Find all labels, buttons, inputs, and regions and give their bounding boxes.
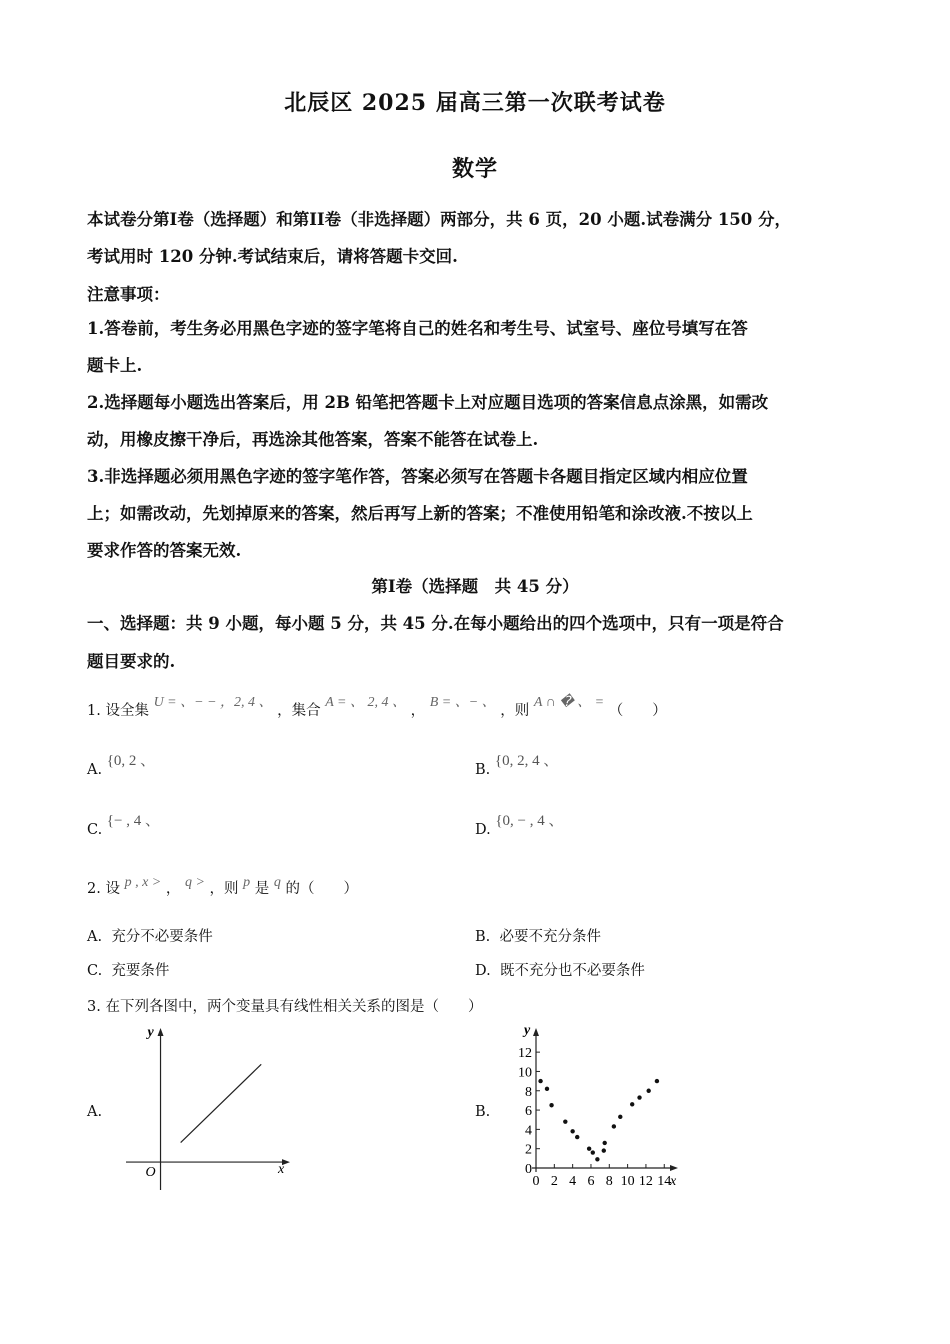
q1-mid1: ，集合 bbox=[277, 703, 321, 719]
scatter-point bbox=[538, 1079, 542, 1083]
notice-title: 注意事项： bbox=[87, 285, 170, 304]
q3-option-a-label[interactable]: A. bbox=[87, 1104, 103, 1120]
q1-option-d-label: D. bbox=[475, 822, 491, 838]
y-tick-label: 4 bbox=[525, 1123, 532, 1139]
q1-comma: ， bbox=[410, 703, 426, 719]
x-tick-label: 0 bbox=[532, 1174, 540, 1189]
scatter-point bbox=[591, 1150, 595, 1154]
scatter-point bbox=[602, 1148, 606, 1152]
q1-prefix: 1. 设全集 bbox=[87, 703, 149, 719]
series-line bbox=[181, 1064, 262, 1142]
q1-a-expr: A = 、 2, 4 、 bbox=[325, 695, 406, 710]
q2-q-var: q bbox=[273, 875, 281, 890]
q1-option-d[interactable] bbox=[475, 813, 564, 839]
y-tick-label: 0 bbox=[525, 1162, 532, 1177]
x-axis-label: x bbox=[278, 1162, 285, 1178]
section1-title: 第I卷（选择题 共 45 分） bbox=[371, 577, 579, 596]
q1-paren: （ ） bbox=[608, 703, 667, 719]
exam-title: 北辰区 2025 届高三第一次联考试卷 bbox=[284, 90, 666, 116]
scatter-point bbox=[545, 1087, 549, 1091]
q1-stem bbox=[87, 695, 667, 720]
scatter-point bbox=[618, 1115, 622, 1119]
scatter-point bbox=[595, 1157, 599, 1161]
q1-option-c[interactable] bbox=[87, 813, 160, 839]
q2-option-c-value: 充要条件 bbox=[111, 963, 170, 979]
x-tick-label: 14 bbox=[657, 1174, 672, 1189]
y-axis-arrow bbox=[533, 1028, 539, 1036]
q2-q-expr: q > bbox=[184, 875, 205, 890]
section1-instr-b: 题目要求的. bbox=[87, 652, 176, 671]
scatter-point bbox=[646, 1089, 650, 1093]
x-tick-label: 8 bbox=[605, 1174, 613, 1189]
q1-option-a-value: {0, 2 、 bbox=[106, 753, 156, 769]
y-tick-label: 6 bbox=[525, 1104, 532, 1120]
x-tick-label: 10 bbox=[620, 1174, 635, 1189]
scatter-point bbox=[575, 1135, 579, 1139]
x-tick-label: 6 bbox=[587, 1174, 595, 1189]
q2-option-a-value: 充分不必要条件 bbox=[111, 929, 213, 945]
notice-1b: 题卡上. bbox=[87, 356, 143, 375]
q2-option-b-value: 必要不充分条件 bbox=[499, 929, 601, 945]
q2-suffix: 的（ ） bbox=[285, 881, 358, 897]
y-tick-label: 2 bbox=[525, 1142, 532, 1158]
notice-3a: 3.非选择题必须用黑色字迹的签字笔作答，答案必须写在答题卡各题目指定区域内相应位置 bbox=[87, 467, 748, 486]
q1-option-c-value: {− , 4 、 bbox=[106, 813, 160, 829]
scatter-point bbox=[630, 1102, 634, 1106]
notice-1a: 1.答卷前，考生务必用黑色字迹的签字笔将自己的姓名和考生号、试室号、座位号填写在答 bbox=[87, 319, 748, 338]
q2-option-d[interactable] bbox=[475, 959, 645, 980]
x-tick-label: 12 bbox=[638, 1174, 653, 1189]
q3-option-b-label[interactable]: B. bbox=[475, 1104, 491, 1120]
scatter-point bbox=[563, 1119, 567, 1123]
subject-title: 数学 bbox=[451, 156, 498, 182]
q2-prefix: 2. 设 bbox=[87, 881, 120, 897]
y-tick-label: 12 bbox=[518, 1046, 532, 1062]
q2-option-a-label: A. bbox=[87, 929, 103, 945]
q1-b-expr: B = 、− 、 bbox=[429, 695, 496, 710]
scatter-point bbox=[587, 1146, 591, 1150]
q1-option-b-label: B. bbox=[475, 762, 491, 778]
q3-stem: 3. 在下列各图中，两个变量具有线性相关关系的图是（ ） bbox=[87, 999, 483, 1015]
q2-option-b[interactable] bbox=[475, 925, 601, 946]
intro-line-1: 本试卷分第I卷（选择题）和第II卷（非选择题）两部分，共 6 页，20 小题.试卷满分 150 分， bbox=[87, 210, 792, 229]
y-axis-arrow bbox=[158, 1028, 164, 1036]
q3-chart-a[interactable] bbox=[118, 1018, 300, 1196]
q2-option-d-label: D. bbox=[475, 963, 491, 979]
scatter-point bbox=[603, 1141, 607, 1145]
section1-instr-a: 一、选择题：共 9 小题，每小题 5 分，共 45 分.在每小题给出的四个选项中，只有一项是符合 bbox=[87, 614, 784, 633]
q1-option-a[interactable] bbox=[87, 753, 156, 779]
q2-option-b-label: B. bbox=[475, 929, 491, 945]
q1-mid2: ，则 bbox=[500, 703, 530, 719]
scatter-point bbox=[549, 1103, 553, 1107]
x-tick-label: 2 bbox=[550, 1174, 558, 1189]
x-axis-label: x bbox=[670, 1174, 677, 1189]
q1-option-d-value: {0, − , 4 、 bbox=[495, 813, 564, 829]
x-tick-label: 4 bbox=[569, 1174, 577, 1189]
q2-is: 是 bbox=[254, 881, 270, 897]
q2-option-c-label: C. bbox=[87, 963, 103, 979]
intro-line-2: 考试用时 120 分钟.考试结束后，请将答题卡交回. bbox=[87, 247, 458, 266]
q2-comma: ， bbox=[165, 881, 181, 897]
q1-u-expr: U = 、− − ，2, 4 、 bbox=[153, 695, 273, 710]
q2-stem bbox=[87, 877, 358, 898]
origin-label: O bbox=[145, 1165, 156, 1181]
q2-option-c[interactable] bbox=[87, 959, 169, 980]
q2-option-a[interactable] bbox=[87, 925, 213, 946]
scatter-point bbox=[637, 1095, 641, 1099]
notice-3c: 要求作答的答案无效. bbox=[87, 541, 242, 560]
q1-option-a-label: A. bbox=[87, 762, 103, 778]
x-axis-arrow bbox=[670, 1165, 678, 1171]
notice-3b: 上；如需改动，先划掉原来的答案，然后再写上新的答案；不准使用铅笔和涂改液.不按以上 bbox=[87, 504, 753, 523]
scatter-point bbox=[612, 1124, 616, 1128]
y-tick-label: 10 bbox=[518, 1065, 532, 1081]
y-tick-label: 8 bbox=[525, 1084, 532, 1100]
q1-option-c-label: C. bbox=[87, 822, 103, 838]
q1-option-b-value: {0, 2, 4 、 bbox=[494, 753, 559, 769]
notice-2b: 动，用橡皮擦干净后，再选涂其他答案，答案不能答在试卷上. bbox=[87, 430, 539, 449]
q1-result-expr: A ∩ � 、 = bbox=[533, 695, 605, 710]
notice-2a: 2.选择题每小题选出答案后，用 2B 铅笔把答题卡上对应题目选项的答案信息点涂黑，如需改 bbox=[87, 393, 769, 412]
y-axis-label: y bbox=[524, 1023, 531, 1038]
y-axis-label: y bbox=[147, 1025, 154, 1040]
scatter-point bbox=[655, 1079, 659, 1083]
q2-mid: ，则 bbox=[209, 881, 239, 897]
q2-p-expr: p , x > bbox=[124, 875, 162, 890]
q3-chart-b[interactable] bbox=[500, 1018, 690, 1196]
q2-option-d-value: 既不充分也不必要条件 bbox=[499, 963, 645, 979]
q2-p-var: p bbox=[243, 875, 251, 890]
scatter-point bbox=[570, 1129, 574, 1133]
q1-option-b[interactable] bbox=[475, 753, 559, 779]
